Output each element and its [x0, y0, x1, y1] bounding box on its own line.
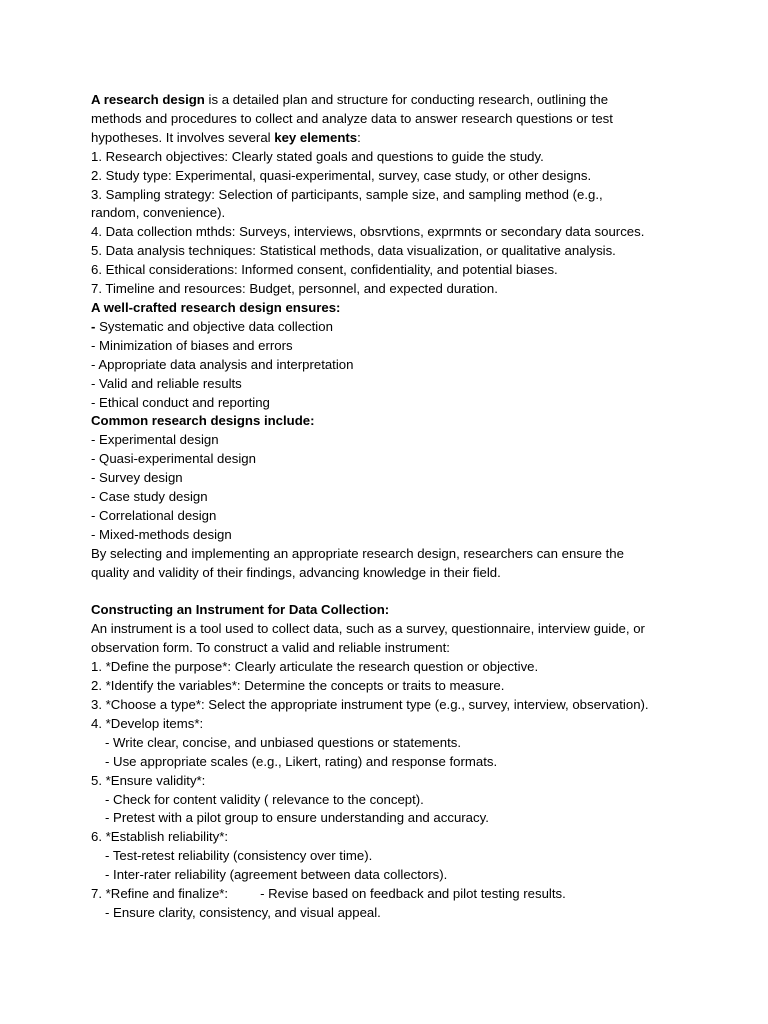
- intro-line-3: [91, 129, 708, 148]
- instrument-intro-line: An instrument is a tool used to collect data, such as a survey, questionnaire, interview guide, or: [91, 621, 645, 637]
- step-subitem: - Test-retest reliability (consistency over time).: [105, 848, 373, 864]
- research-design-term: A research design: [91, 92, 205, 107]
- ensures-dash: -: [91, 318, 96, 334]
- ensures-item: [91, 318, 708, 337]
- step-item: 4. *Develop items*:: [91, 715, 204, 731]
- element-item: 2. Study type: Experimental, quasi-experimental, survey, case study, or other designs.: [91, 167, 592, 183]
- step-subitem: - Pretest with a pilot group to ensure understanding and accuracy.: [105, 810, 489, 826]
- common-item: - Correlational design: [91, 507, 217, 523]
- ensures-heading: A well-crafted research design ensures:: [91, 299, 341, 315]
- element-item: 6. Ethical considerations: Informed consent, confidentiality, and potential biases.: [91, 262, 558, 278]
- instrument-intro-line: observation form. To construct a valid and reliable instrument:: [91, 640, 450, 656]
- step-subitem: - Use appropriate scales (e.g., Likert, rating) and response formats.: [105, 753, 498, 769]
- intro-text-1: is a detailed plan and structure for conducting research, outlining the: [204, 92, 609, 107]
- ensures-first-text: Systematic and objective data collection: [95, 318, 333, 334]
- step-7-label: 7. *Refine and finalize*:: [91, 886, 229, 902]
- key-elements-term: key elements: [274, 129, 358, 145]
- ensures-item: - Ethical conduct and reporting: [91, 394, 270, 410]
- ensures-item: - Minimization of biases and errors: [91, 337, 293, 353]
- element-item: random, convenience).: [91, 205, 226, 221]
- common-item: - Experimental design: [91, 432, 219, 448]
- step-subitem: - Write clear, concise, and unbiased questions or statements.: [105, 734, 462, 750]
- intro-text-3: hypotheses. It involves several: [91, 129, 275, 145]
- element-item: 4. Data collection mthds: Surveys, interviews, obsrvtions, exprmnts or secondary data sources.: [91, 224, 645, 240]
- common-item: - Quasi-experimental design: [91, 451, 256, 467]
- common-item: - Mixed-methods design: [91, 526, 232, 542]
- closing-line: By selecting and implementing an appropriate research design, researchers can ensure the: [91, 545, 624, 561]
- intro-colon: :: [357, 129, 361, 145]
- step-item: 1. *Define the purpose*: Clearly articulate the research question or objective.: [91, 659, 539, 675]
- step-7-inline: - Revise based on feedback and pilot testing results.: [260, 886, 566, 902]
- step-subitem: - Check for content validity ( relevance to the concept).: [105, 791, 424, 807]
- intro-line-2: methods and procedures to collect and analyze data to answer research questions or test: [91, 110, 613, 126]
- intro-line-1: [91, 91, 708, 110]
- section-gap: [91, 583, 708, 602]
- common-item: - Case study design: [91, 489, 208, 505]
- ensures-item: - Valid and reliable results: [91, 375, 242, 391]
- step-item: [91, 885, 708, 904]
- step-subitem: - Inter-rater reliability (agreement between data collectors).: [105, 867, 448, 883]
- element-item: 5. Data analysis techniques: Statistical methods, data visualization, or qualitative analysis.: [91, 243, 616, 259]
- step-subitem: - Ensure clarity, consistency, and visual appeal.: [105, 904, 381, 920]
- common-item: - Survey design: [91, 470, 183, 486]
- element-item: 7. Timeline and resources: Budget, personnel, and expected duration.: [91, 281, 498, 297]
- ensures-item: - Appropriate data analysis and interpretation: [91, 356, 354, 372]
- step-item: 6. *Establish reliability*:: [91, 829, 229, 845]
- instrument-heading: Constructing an Instrument for Data Collection:: [91, 602, 390, 618]
- element-item: 1. Research objectives: Clearly stated goals and questions to guide the study.: [91, 148, 544, 164]
- step-item: 5. *Ensure validity*:: [91, 772, 206, 788]
- step-item: 2. *Identify the variables*: Determine the concepts or traits to measure.: [91, 678, 505, 694]
- common-heading: Common research designs include:: [91, 413, 315, 429]
- step-item: 3. *Choose a type*: Select the appropriate instrument type (e.g., survey, interview, observation).: [91, 696, 649, 712]
- element-item: 3. Sampling strategy: Selection of participants, sample size, and sampling method (e.g.,: [91, 186, 603, 202]
- closing-line: quality and validity of their findings, advancing knowledge in their field.: [91, 564, 501, 580]
